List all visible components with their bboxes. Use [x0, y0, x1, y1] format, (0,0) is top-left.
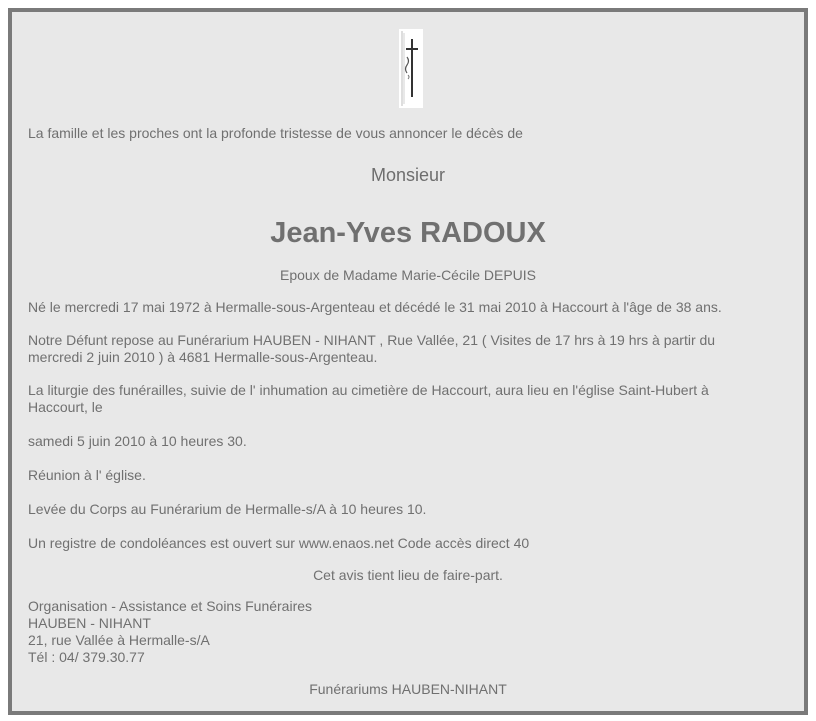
- liturgy-line-2: Haccourt, le: [28, 399, 103, 415]
- honorific: Monsieur: [370, 165, 446, 185]
- spouse-line: Epoux de Madame Marie-Cécile DEPUIS: [280, 267, 536, 283]
- obituary-card: [8, 8, 808, 715]
- organisation-line-2: HAUBEN - NIHANT: [28, 615, 151, 631]
- body-removal-text: Levée du Corps au Funérarium de Hermalle-s/A à 10 heures 10.: [28, 501, 427, 517]
- footer-text: Funérariums HAUBEN-NIHANT: [309, 681, 507, 697]
- organisation-phone: Tél : 04/ 379.30.77: [28, 649, 145, 665]
- intro-text: La famille et les proches ont la profonde tristesse de vous annoncer le décès de: [28, 125, 523, 141]
- organisation-line-1: Organisation - Assistance et Soins Funéraires: [28, 598, 313, 614]
- condolences-text: Un registre de condoléances est ouvert sur www.enaos.net Code accès direct 40: [28, 535, 530, 551]
- organisation-line-3: 21, rue Vallée à Hermalle-s/A: [28, 632, 210, 648]
- repose-line-2: mercredi 2 juin 2010 ) à 4681 Hermalle-sous-Argenteau.: [28, 349, 378, 365]
- ceremony-date: samedi 5 juin 2010 à 10 heures 30.: [28, 433, 247, 449]
- notice-text: Cet avis tient lieu de faire-part.: [313, 567, 503, 583]
- cross-icon: [399, 29, 423, 108]
- liturgy-line-1: La liturgie des funérailles, suivie de l' inhumation au cimetière de Haccourt, aura lieu en l'église Saint-Hubert à: [28, 382, 709, 398]
- repose-line-1: Notre Défunt repose au Funérarium HAUBEN - NIHANT , Rue Vallée, 21 ( Visites de 17 hrs à 19 hrs à partir du: [28, 332, 716, 348]
- birth-death-text: Né le mercredi 17 mai 1972 à Hermalle-sous-Argenteau et décédé le 31 mai 2010 à Haccourt à l'âge de 38 ans.: [28, 299, 722, 315]
- meeting-text: Réunion à l' église.: [28, 467, 146, 483]
- deceased-name: Jean-Yves RADOUX: [270, 217, 546, 249]
- cross-emblem: [399, 29, 423, 108]
